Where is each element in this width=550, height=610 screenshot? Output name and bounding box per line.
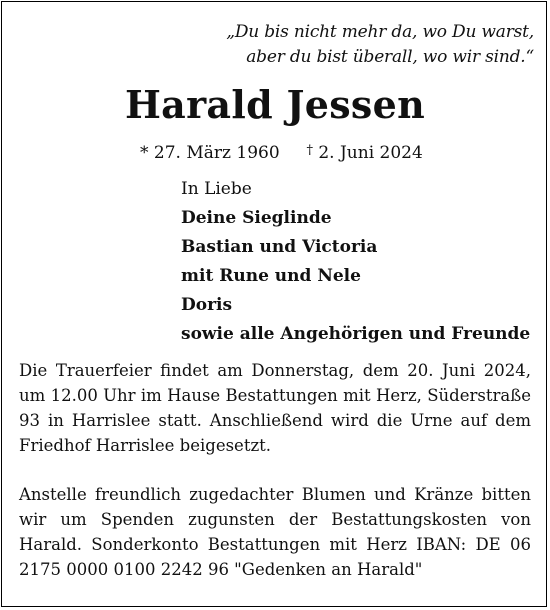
mourners-intro: In Liebe <box>181 179 252 199</box>
quote <box>204 20 534 70</box>
death-symbol: † <box>306 143 313 158</box>
life-dates <box>140 140 423 164</box>
quote-line-2: aber du bist überall, wo wir sind.“ <box>246 47 534 67</box>
birth-symbol: * <box>140 143 149 163</box>
birth-date: 27. März 1960 <box>153 143 280 163</box>
funeral-paragraph: Die Trauerfeier findet am Donnerstag, dem 20. Juni 2024, um 12.00 Uhr im Hause Bestattungen mit Herz, Süderstraße 93 in Harrislee statt. Anschließend wird die Urne auf dem Friedhof Harrislee beigesetzt. <box>19 361 531 455</box>
deceased-name: Harald Jessen <box>124 82 426 127</box>
quote-line-1: „Du bis nicht mehr da, wo Du warst, <box>226 22 534 42</box>
mourner-name: mit Rune und Nele <box>181 266 361 286</box>
donation-paragraph: Anstelle freundlich zugedachter Blumen und Kränze bitten wir um Spenden zugunsten der Bestattungskosten von Harald. Sonderkonto Bestattungen mit Herz IBAN: DE 06 2175 0000 0100 2242 96 "Gedenken an Harald" <box>19 485 531 579</box>
mourner-name: Doris <box>181 295 233 315</box>
death-date: 2. Juni 2024 <box>318 143 423 163</box>
mourner-name: Bastian und Victoria <box>181 237 378 257</box>
mourners-block <box>181 175 530 349</box>
mourner-name: sowie alle Angehörigen und Freunde <box>181 324 531 344</box>
mourner-name: Deine Sieglinde <box>181 208 332 228</box>
